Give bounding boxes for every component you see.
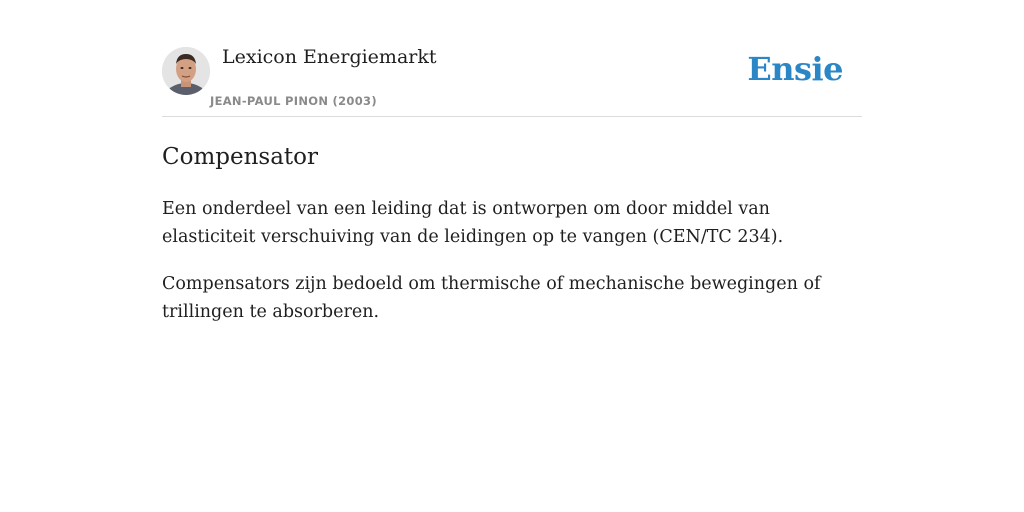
lexicon-title[interactable]: Lexicon Energiemarkt [222, 46, 437, 68]
lexicon-entry-page [162, 0, 862, 326]
entry-definition: Een onderdeel van een leiding dat is ontworpen om door middel van elasticiteit verschuiving van de leidingen op te vangen (CEN/TC 234). [162, 199, 784, 247]
entry-explanation: Compensators zijn bedoeld om thermische of mechanische bewegingen of trillingen te absorberen. [162, 274, 821, 322]
lexicon-header [162, 0, 862, 117]
author-portrait-icon [162, 47, 210, 95]
entry-term: Compensator [162, 144, 319, 170]
author-name: JEAN-PAUL PINON (2003) [210, 94, 377, 108]
author-avatar[interactable] [162, 47, 210, 95]
ensie-logo[interactable]: Ensie [747, 50, 843, 88]
